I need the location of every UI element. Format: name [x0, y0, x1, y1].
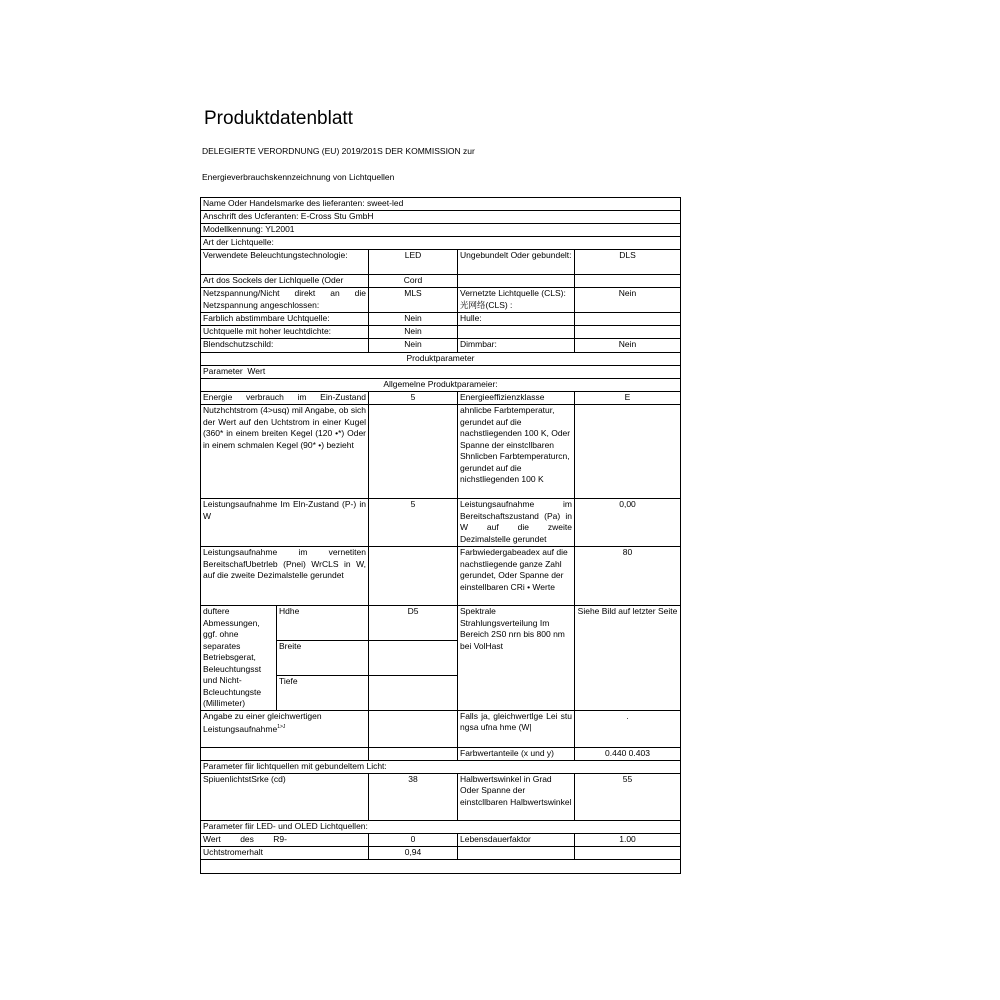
mains-value: MLS: [369, 288, 458, 313]
beam-angle-value: 55: [575, 773, 681, 820]
subject-line: Energieverbrauchskennzeichnung von Lichtquellen: [202, 172, 395, 182]
standby-power-value: 0,00: [575, 499, 681, 547]
cls-label: [458, 288, 575, 313]
supplier-name: Name Oder Handelsmarke des lieferanten: sweet-led: [201, 198, 681, 211]
efficiency-class-value: E: [575, 392, 681, 405]
equivalent-power-label: [201, 710, 369, 747]
product-parameters-heading: Produktparameter: [201, 353, 681, 366]
bundled-label: Ungebundelt Oder gebundelt:: [458, 250, 575, 275]
cri-value: 80: [575, 547, 681, 606]
light-source-type-heading: Art der Lichtquelle:: [201, 237, 681, 250]
equivalent-power-if-yes-value: .: [575, 710, 681, 747]
lumen-maintenance-value: 0,94: [369, 846, 458, 859]
mains-label: Netzspannung/Nicht direkt an die Netzspannung angeschlossen:: [201, 288, 369, 313]
regulation-line: DELEGIERTE VERORDNUNG (EU) 2019/201S DER KOMMISSION zur: [202, 146, 475, 156]
envelope-label: Hulle:: [458, 313, 575, 326]
cls-value: Nein: [575, 288, 681, 313]
glare-shield-value: Nein: [369, 339, 458, 353]
technology-label: Verwendete Beleuchtungstechnologie:: [201, 250, 369, 275]
r9-value: 0: [369, 833, 458, 846]
high-luminance-value: Nein: [369, 326, 458, 339]
directional-parameters-heading: Parameter fiir lichtquellen mit gebundeltem Licht:: [201, 760, 681, 773]
r9-label: Wert des R9-: [203, 833, 287, 844]
model-identifier: Modellkennung: YL2001: [201, 224, 681, 237]
on-mode-power-value: 5: [369, 499, 458, 547]
high-luminance-label: Uchtquelle mit hoher leuchtdichte:: [201, 326, 369, 339]
general-parameters-heading: Allgemelne Produktparameier:: [201, 379, 681, 392]
supplier-address: Anschrift des Ucferanten: E-Cross Stu GmbH: [201, 211, 681, 224]
equivalent-power-if-yes-label: Falls ja, gleichwertlge Lei stu ngsa ufna hme (W|: [458, 710, 575, 747]
height-value: D5: [369, 606, 458, 641]
on-mode-power-label: Leistungsaufnahme Im Eln-Zustand (P-) in W: [201, 499, 369, 547]
technology-value: LED: [369, 250, 458, 275]
networked-standby-label: Leistungsaufnahme im vernetiten BereitschafUbetrleb (Pnei) WrCLS in W, auf die zweite Dezimalstelle gerundet: [201, 547, 369, 606]
equivalent-power-footnote: 1>J: [277, 724, 286, 730]
colour-tunable-label: Farblich abstimmbare Uchtquelle:: [201, 313, 369, 326]
spectral-distribution-value: Siehe Bild auf letzter Seite: [575, 606, 681, 711]
beam-angle-label: Halbwertswinkel in Grad Oder Spanne der einstcllbaren Halbwertswinkel: [458, 773, 575, 820]
survival-factor-label: Lebensdauerfaktor: [458, 833, 575, 846]
depth-label: Tiefe: [277, 676, 369, 710]
cls-label-line2: 光网络(CLS) :: [460, 299, 513, 310]
equivalent-power-text: Angabe zu einer gleichwertigen Leistungsaufnahme: [203, 710, 322, 734]
socket-label: Art dos Sockels der Lichlquelle (Oder: [201, 275, 369, 288]
led-parameters-heading: Parameter fiir LED- und OLED Lichtquellen:: [201, 820, 681, 833]
cct-label: ahnlicbe Farbtemperatur, gerundet auf die nachstliegenden 100 K, Oder Spanne der einstcllbaren Shnlicben Farbtemperaturcn, gerundet auf die nichstliegenden 100 K: [458, 405, 575, 499]
product-data-table: [200, 197, 681, 874]
parameter-value-header: Parameter Wert: [201, 366, 681, 379]
height-label: Hdhe: [277, 606, 369, 641]
peak-intensity-value: 38: [369, 773, 458, 820]
dimensions-label: duftere Abmessungen, ggf. ohne separates Betriebsgerat, Beleuchtungsst und Nicht-Bcleuchtungste (Millimeter): [201, 606, 277, 711]
on-mode-energy-label: Energie verbrauch im Ein-Zustand: [201, 392, 369, 405]
peak-intensity-label: SpiuenlichtstSrke (cd): [201, 773, 369, 820]
r9-label-cell: [201, 833, 369, 846]
chromaticity-label: Farbwertanteile (x und y): [458, 747, 575, 760]
chromaticity-value: 0.440 0.403: [575, 747, 681, 760]
glare-shield-label: Blendschutzschild:: [201, 339, 369, 353]
socket-value: Cord: [369, 275, 458, 288]
width-label: Breite: [277, 641, 369, 676]
cls-label-line1: Vernetzte Lichtquelle (CLS):: [460, 288, 566, 298]
dimmable-value: Nein: [575, 339, 681, 353]
colour-tunable-value: Nein: [369, 313, 458, 326]
survival-factor-value: 1.00: [575, 833, 681, 846]
spectral-distribution-label: Spektrale Strahlungsverteilung Im Bereich 2S0 nrn bis 800 nm bei VolHast: [458, 606, 575, 711]
lumen-maintenance-label: Uchtstromerhalt: [201, 846, 369, 859]
bundled-value: DLS: [575, 250, 681, 275]
page-title: Produktdatenblatt: [204, 108, 353, 129]
luminous-flux-label: Nutzhchtstrom (4>usq) mil Angabe, ob sich der Wert auf den Uchtstrom in einer Kugel (360* in einem breiten Kegel (120 •*) Oder in einem schmalen Kegel (90* •) bezieht: [201, 405, 369, 499]
cri-label: Farbwiedergabeadex auf die nachstliegende ganze Zahl gerundet, Oder Spanne der einstellbaren CRi • Werte: [458, 547, 575, 606]
efficiency-class-label: Energieeffizienzklasse: [458, 392, 575, 405]
on-mode-energy-value: 5: [369, 392, 458, 405]
standby-power-label: Leistungsaufnahme im Bereitschaftszustand (Pa) in W auf die zweite Dezimalstelle gerundet: [458, 499, 575, 547]
dimmable-label: Dimmbar:: [458, 339, 575, 353]
